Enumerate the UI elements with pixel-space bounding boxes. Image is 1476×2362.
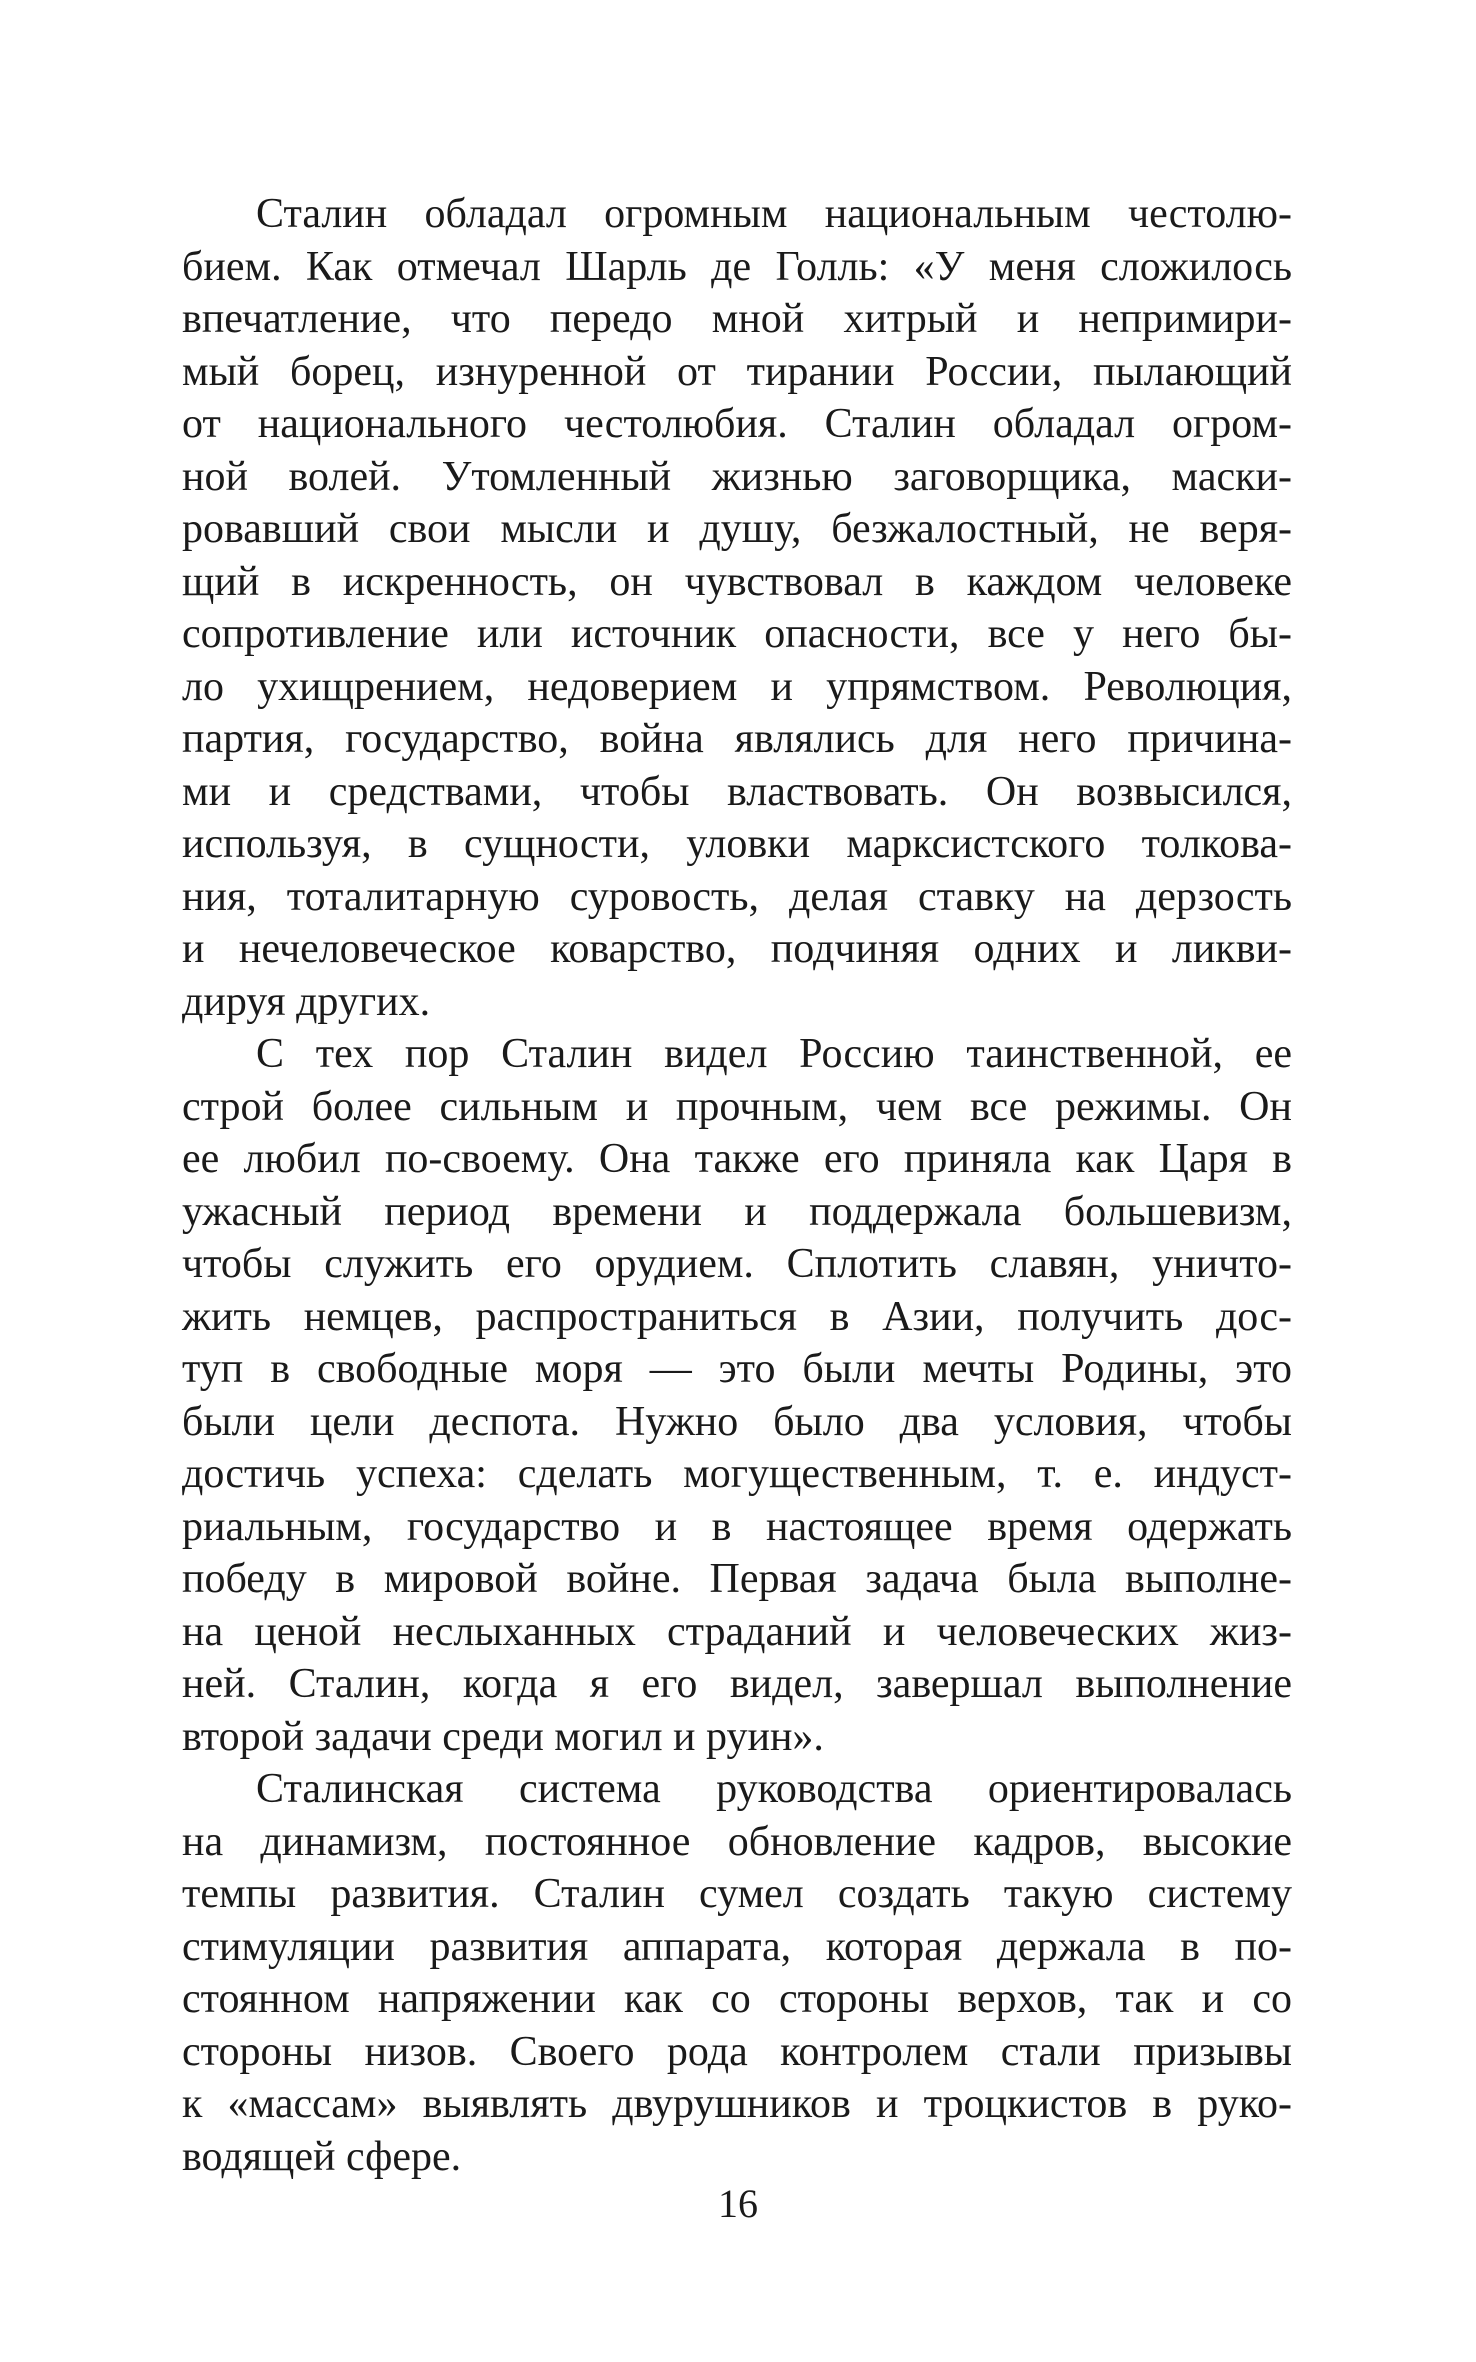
- text-line: на ценой неслыханных страданий и человеческих жиз-: [182, 1608, 1292, 1655]
- text-line: второй задачи среди могил и руин».: [182, 1713, 824, 1760]
- text-line: мый борец, изнуренной от тирании России, пылающий: [182, 348, 1292, 395]
- text-line: от национального честолюбия. Сталин обладал огром-: [182, 401, 1292, 447]
- text-line: С тех пор Сталин видел Россию таинственной, ее: [256, 1031, 1292, 1077]
- text-line: ми и средствами, чтобы властвовать. Он возвысился,: [182, 768, 1292, 815]
- text-line: ней. Сталин, когда я его видел, завершал выполнение: [182, 1661, 1292, 1707]
- text-line: жить немцев, распространиться в Азии, получить дос-: [182, 1293, 1292, 1340]
- text-line: Сталинская система руководства ориентировалась: [256, 1766, 1292, 1812]
- text-line: строй более сильным и прочным, чем все режимы. Он: [182, 1083, 1292, 1130]
- text-line: водящей сфере.: [182, 2133, 462, 2180]
- text-line: сопротивление или источник опасности, все у него бы-: [182, 611, 1292, 657]
- text-line: дируя других.: [182, 978, 431, 1025]
- paragraph: [182, 1028, 1292, 1763]
- page-number: 16: [718, 2181, 758, 2226]
- text-line: достичь успеха: сделать могущественным, т. е. индуст-: [182, 1451, 1292, 1497]
- text-line: ровавший свои мысли и душу, безжалостный, не веря-: [182, 506, 1292, 552]
- text-line: стимуляции развития аппарата, которая держала в по-: [182, 1923, 1292, 1970]
- text-line: стороны низов. Своего рода контролем стали призывы: [182, 2028, 1292, 2075]
- body-text: [182, 188, 1292, 2183]
- text-line: щий в искренность, он чувствовал в каждом человеке: [182, 558, 1292, 605]
- text-line: партия, государство, война являлись для него причина-: [182, 716, 1292, 762]
- text-line: темпы развития. Сталин сумел создать такую систему: [182, 1871, 1292, 1917]
- text-line: ужасный период времени и поддержала большевизм,: [182, 1188, 1292, 1235]
- text-line: ной волей. Утомленный жизнью заговорщика, маски-: [182, 453, 1292, 500]
- paragraph: [182, 188, 1292, 1028]
- text-line: на динамизм, постоянное обновление кадров, высокие: [182, 1818, 1292, 1865]
- text-line: ло ухищрением, недоверием и упрямством. Революция,: [182, 663, 1292, 710]
- text-line: к «массам» выявлять двурушников и троцкистов в руко-: [182, 2081, 1292, 2127]
- text-line: Сталин обладал огромным национальным честолю-: [256, 191, 1292, 237]
- text-line: были цели деспота. Нужно было два условия, чтобы: [182, 1398, 1292, 1445]
- text-line: и нечеловеческое коварство, подчиняя одних и ликви-: [182, 926, 1292, 972]
- text-line: впечатление, что передо мной хитрый и непримири-: [182, 296, 1292, 342]
- text-line: используя, в сущности, уловки марксистского толкова-: [182, 821, 1292, 867]
- text-line: стоянном напряжении как со стороны верхов, так и со: [182, 1976, 1292, 2022]
- text-line: бием. Как отмечал Шарль де Голль: «У меня сложилось: [182, 243, 1292, 290]
- text-line: победу в мировой войне. Первая задача была выполне-: [182, 1556, 1292, 1602]
- text-line: туп в свободные моря — это были мечты Родины, это: [182, 1346, 1292, 1392]
- text-line: чтобы служить его орудием. Сплотить славян, уничто-: [182, 1241, 1292, 1287]
- text-line: риальным, государство и в настоящее время одержать: [182, 1503, 1292, 1550]
- text-line: ния, тоталитарную суровость, делая ставку на дерзость: [182, 873, 1292, 920]
- paragraph: [182, 1763, 1292, 2183]
- text-line: ее любил по-своему. Она также его приняла как Царя в: [182, 1136, 1292, 1182]
